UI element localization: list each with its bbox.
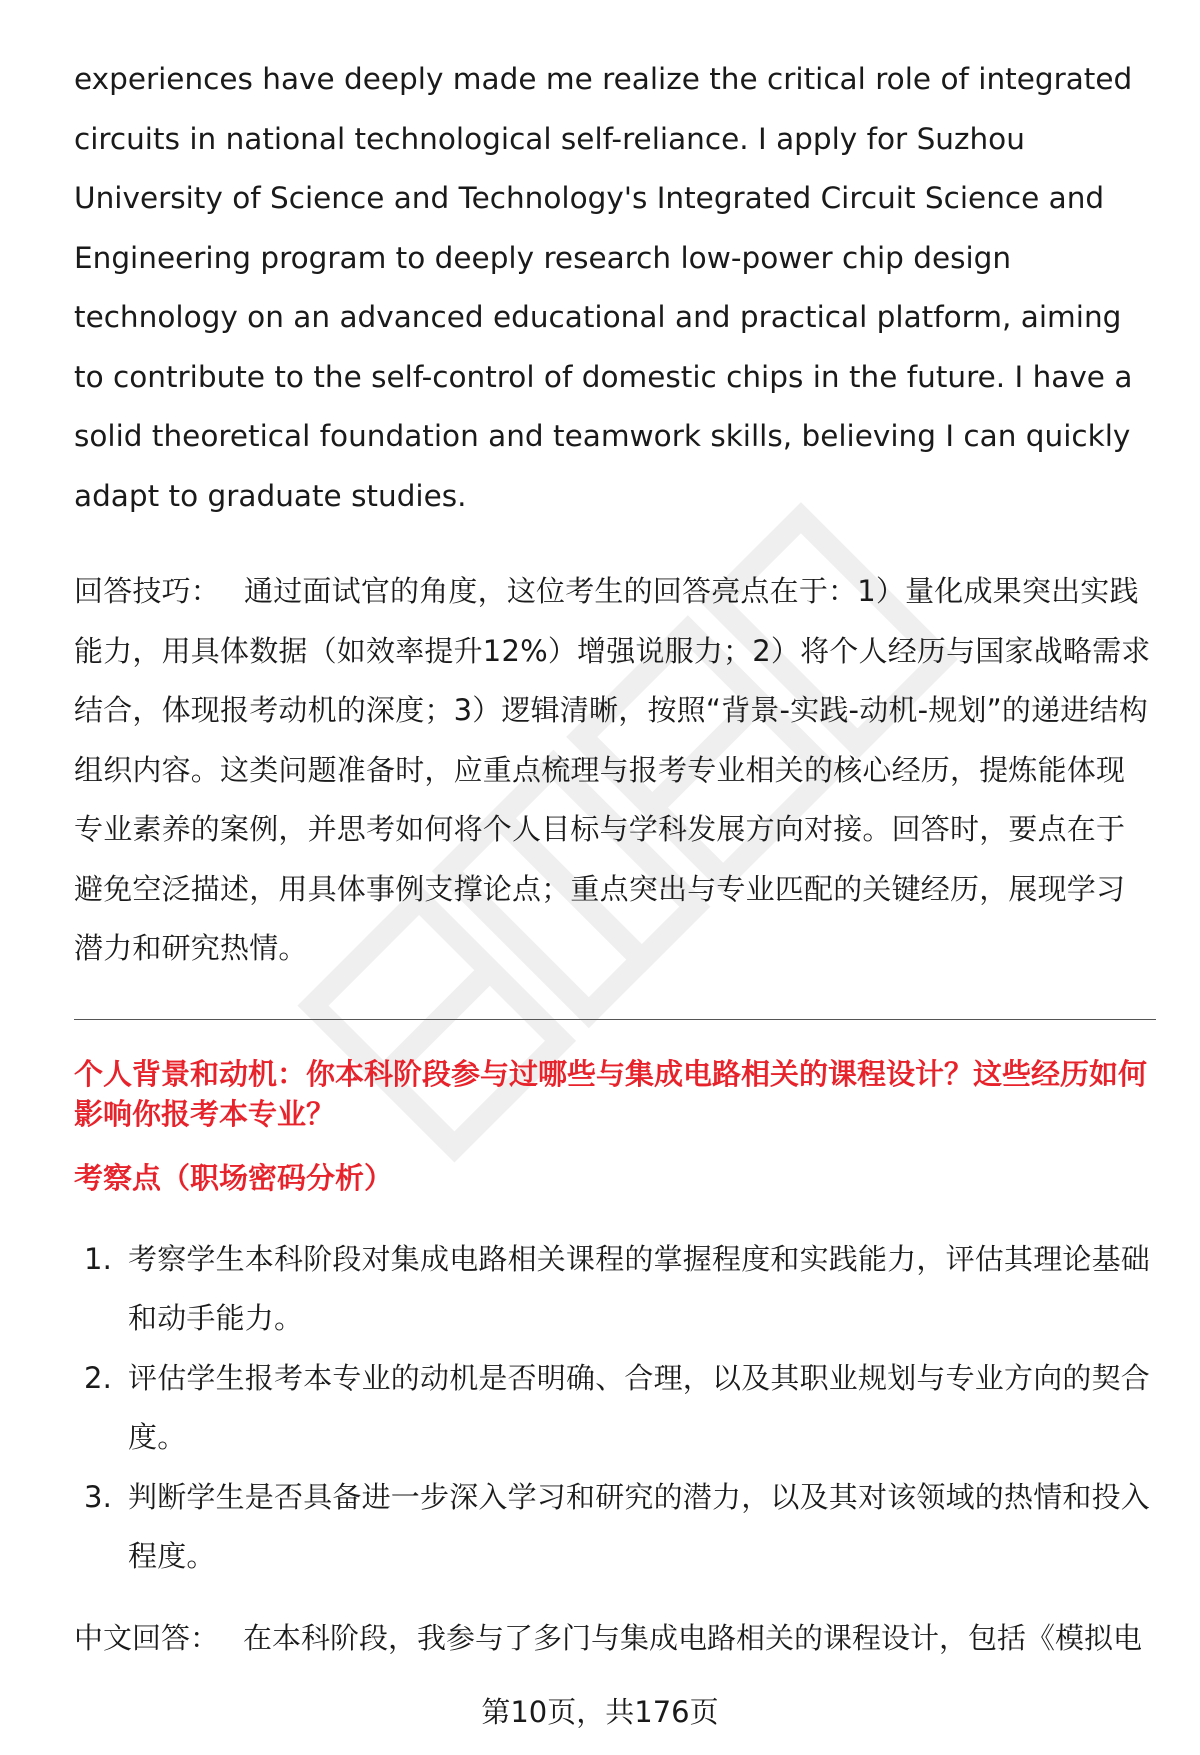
list-item	[74, 1349, 1154, 1468]
page-number-footer: 第10页，共176页	[481, 1695, 719, 1729]
english-paragraph: experiences have deeply made me realize the critical role of integrated circuits in national technological self-reliance. I apply for Suzhou University of Science and Technology's Integrated Circuit Science and Engineering program to deeply research low-power chip design technology on an advanced educational and practical platform, aiming to contribute to the self-control of domestic chips in the future. I have a solid theoretical foundation and teamwork skills, believing I can quickly adapt to graduate studies.	[74, 62, 1133, 513]
list-item-text: 评估学生报考本专业的动机是否明确、合理，以及其职业规划与专业方向的契合度。	[128, 1360, 1151, 1454]
list-item-number: 1.	[84, 1241, 113, 1276]
answer-tips-label: 回答技巧：	[74, 574, 221, 608]
answer-tips	[74, 562, 1154, 979]
list-item-number: 2.	[84, 1360, 113, 1395]
list-item-number: 3.	[84, 1479, 113, 1514]
list-item-text: 考察学生本科阶段对集成电路相关课程的掌握程度和实践能力，评估其理论基础和动手能力。	[128, 1241, 1151, 1335]
list-item	[74, 1230, 1154, 1349]
question-heading: 个人背景和动机：你本科阶段参与过哪些与集成电路相关的课程设计？这些经历如何影响你报考本专业？	[74, 1056, 1148, 1131]
list-item-text: 判断学生是否具备进一步深入学习和研究的潜力，以及其对该领域的热情和投入程度。	[128, 1479, 1151, 1573]
chinese-answer-text: 在本科阶段，我参与了多门与集成电路相关的课程设计，包括《模拟电	[243, 1620, 1143, 1655]
answer-tips-text: 通过面试官的角度，这位考生的回答亮点在于：1）量化成果突出实践能力，用具体数据（如效率提升12%）增强说服力；2）将个人经历与国家战略需求结合，体现报考动机的深度；3）逻辑清晰，按照“背景-实践-动机-规划”的递进结构组织内容。这类问题准备时，应重点梳理与报考专业相关的核心经历，提炼能体现专业素养的案例，并思考如何将个人目标与学科发展方向对接。回答时，要点在于避免空泛描述，用具体事例支撑论点；重点突出与专业匹配的关键经历，展现学习潜力和研究热情。	[74, 574, 1151, 965]
chinese-answer-label: 中文回答：	[74, 1620, 220, 1655]
assessment-points-list	[74, 1230, 1154, 1587]
chinese-answer	[74, 1609, 1164, 1669]
assessment-points-heading: 考察点（职场密码分析）	[74, 1160, 394, 1195]
list-item	[74, 1468, 1154, 1587]
section-divider	[74, 1019, 1156, 1020]
page-content	[74, 50, 1154, 1668]
